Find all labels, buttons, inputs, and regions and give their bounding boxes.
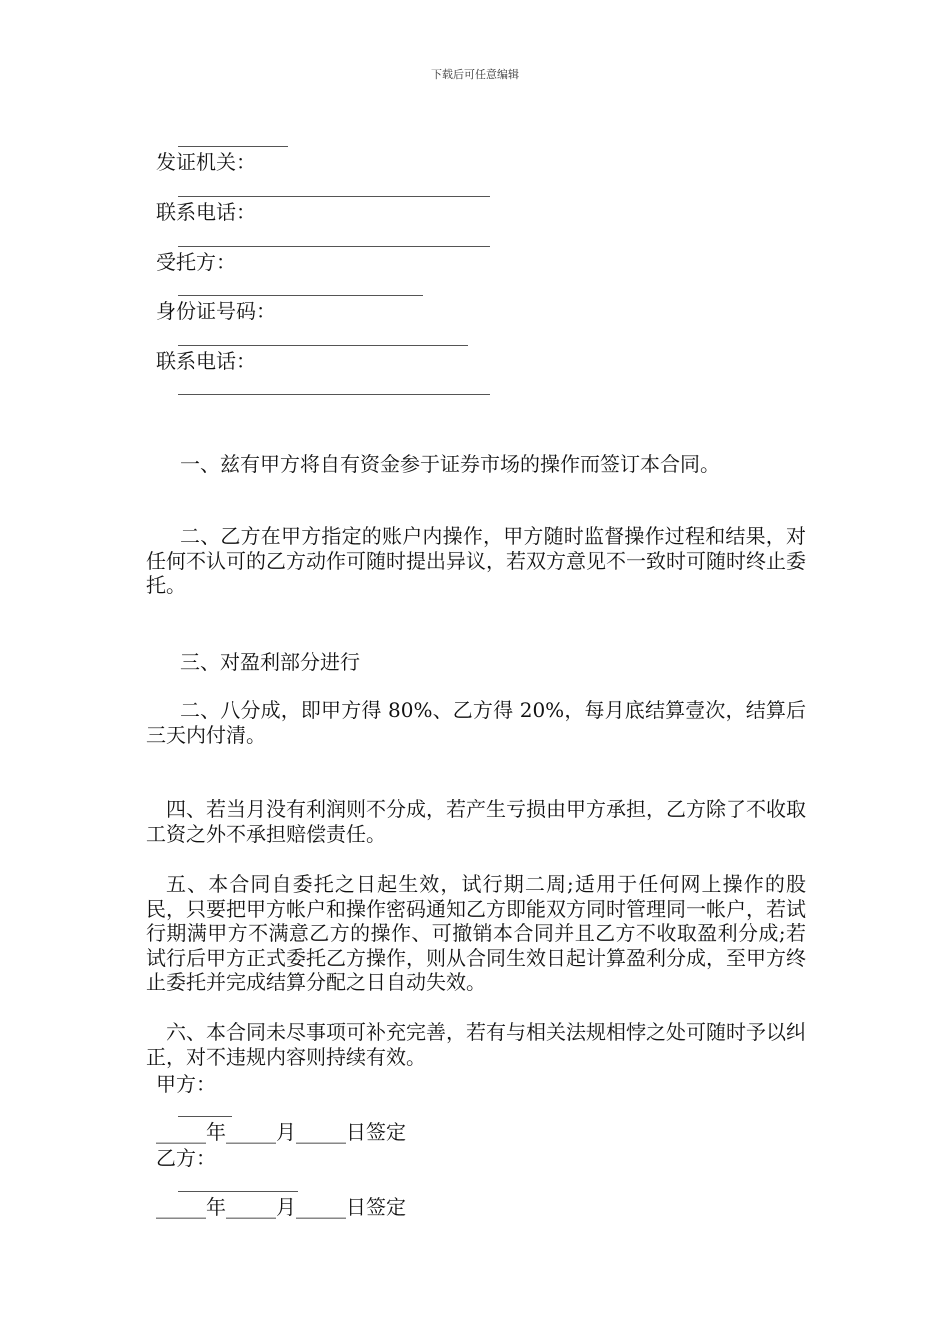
blank-line: [178, 146, 288, 147]
clause-6: 六、本合同未尽事项可补充完善，若有与相关法规相悖之处可随时予以纠正，对不违规内容则持续有效。: [146, 1020, 806, 1069]
clause-2: 二、乙方在甲方指定的账户内操作，甲方随时监督操作过程和结果，对任何不认可的乙方动作可随时提出异议，若双方意见不一致时可随时终止委托。: [146, 524, 806, 597]
blank-line: [178, 196, 490, 197]
clause-1: 一、兹有甲方将自有资金参于证券市场的操作而签订本合同。: [180, 452, 720, 476]
phone-label: 联系电话：: [156, 349, 256, 373]
phone-label: 联系电话：: [156, 200, 256, 224]
signature-line-b: [178, 1191, 298, 1192]
id-number-label: 身份证号码：: [156, 299, 276, 323]
blank-line: [178, 246, 490, 247]
trustee-label: 受托方：: [156, 250, 236, 274]
blank-line: [178, 394, 490, 395]
signature-line-a: [178, 1116, 232, 1117]
date-b: _____年_____月_____日签定: [156, 1195, 406, 1219]
date-a: _____年_____月_____日签定: [156, 1120, 406, 1144]
issuer-label: 发证机关：: [156, 150, 256, 174]
blank-line: [178, 345, 468, 346]
party-a-label: 甲方：: [156, 1072, 216, 1096]
clause-4: 四、若当月没有利润则不分成，若产生亏损由甲方承担，乙方除了不收取工资之外不承担赔偿责任。: [146, 797, 806, 846]
blank-line: [178, 295, 423, 296]
clause-5: 五、本合同自委托之日起生效，试行期二周;适用于任何网上操作的股民，只要把甲方帐户和操作密码通知乙方即能双方同时管理同一帐户，若试行期满甲方不满意乙方的操作、可撤销本合同并且乙方不收取盈利分成;若试行后甲方正式委托乙方操作，则从合同生效日起计算盈利分成，至甲方终止委托并完成结算分配之日自动失效。: [146, 872, 806, 994]
party-b-label: 乙方：: [156, 1146, 216, 1170]
clause-3-continued: 二、八分成，即甲方得 80%、乙方得 20%，每月底结算壹次，结算后三天内付清。: [146, 698, 806, 747]
page-header: 下载后可任意编辑: [431, 68, 519, 81]
clause-3: 三、对盈利部分进行: [180, 650, 360, 674]
